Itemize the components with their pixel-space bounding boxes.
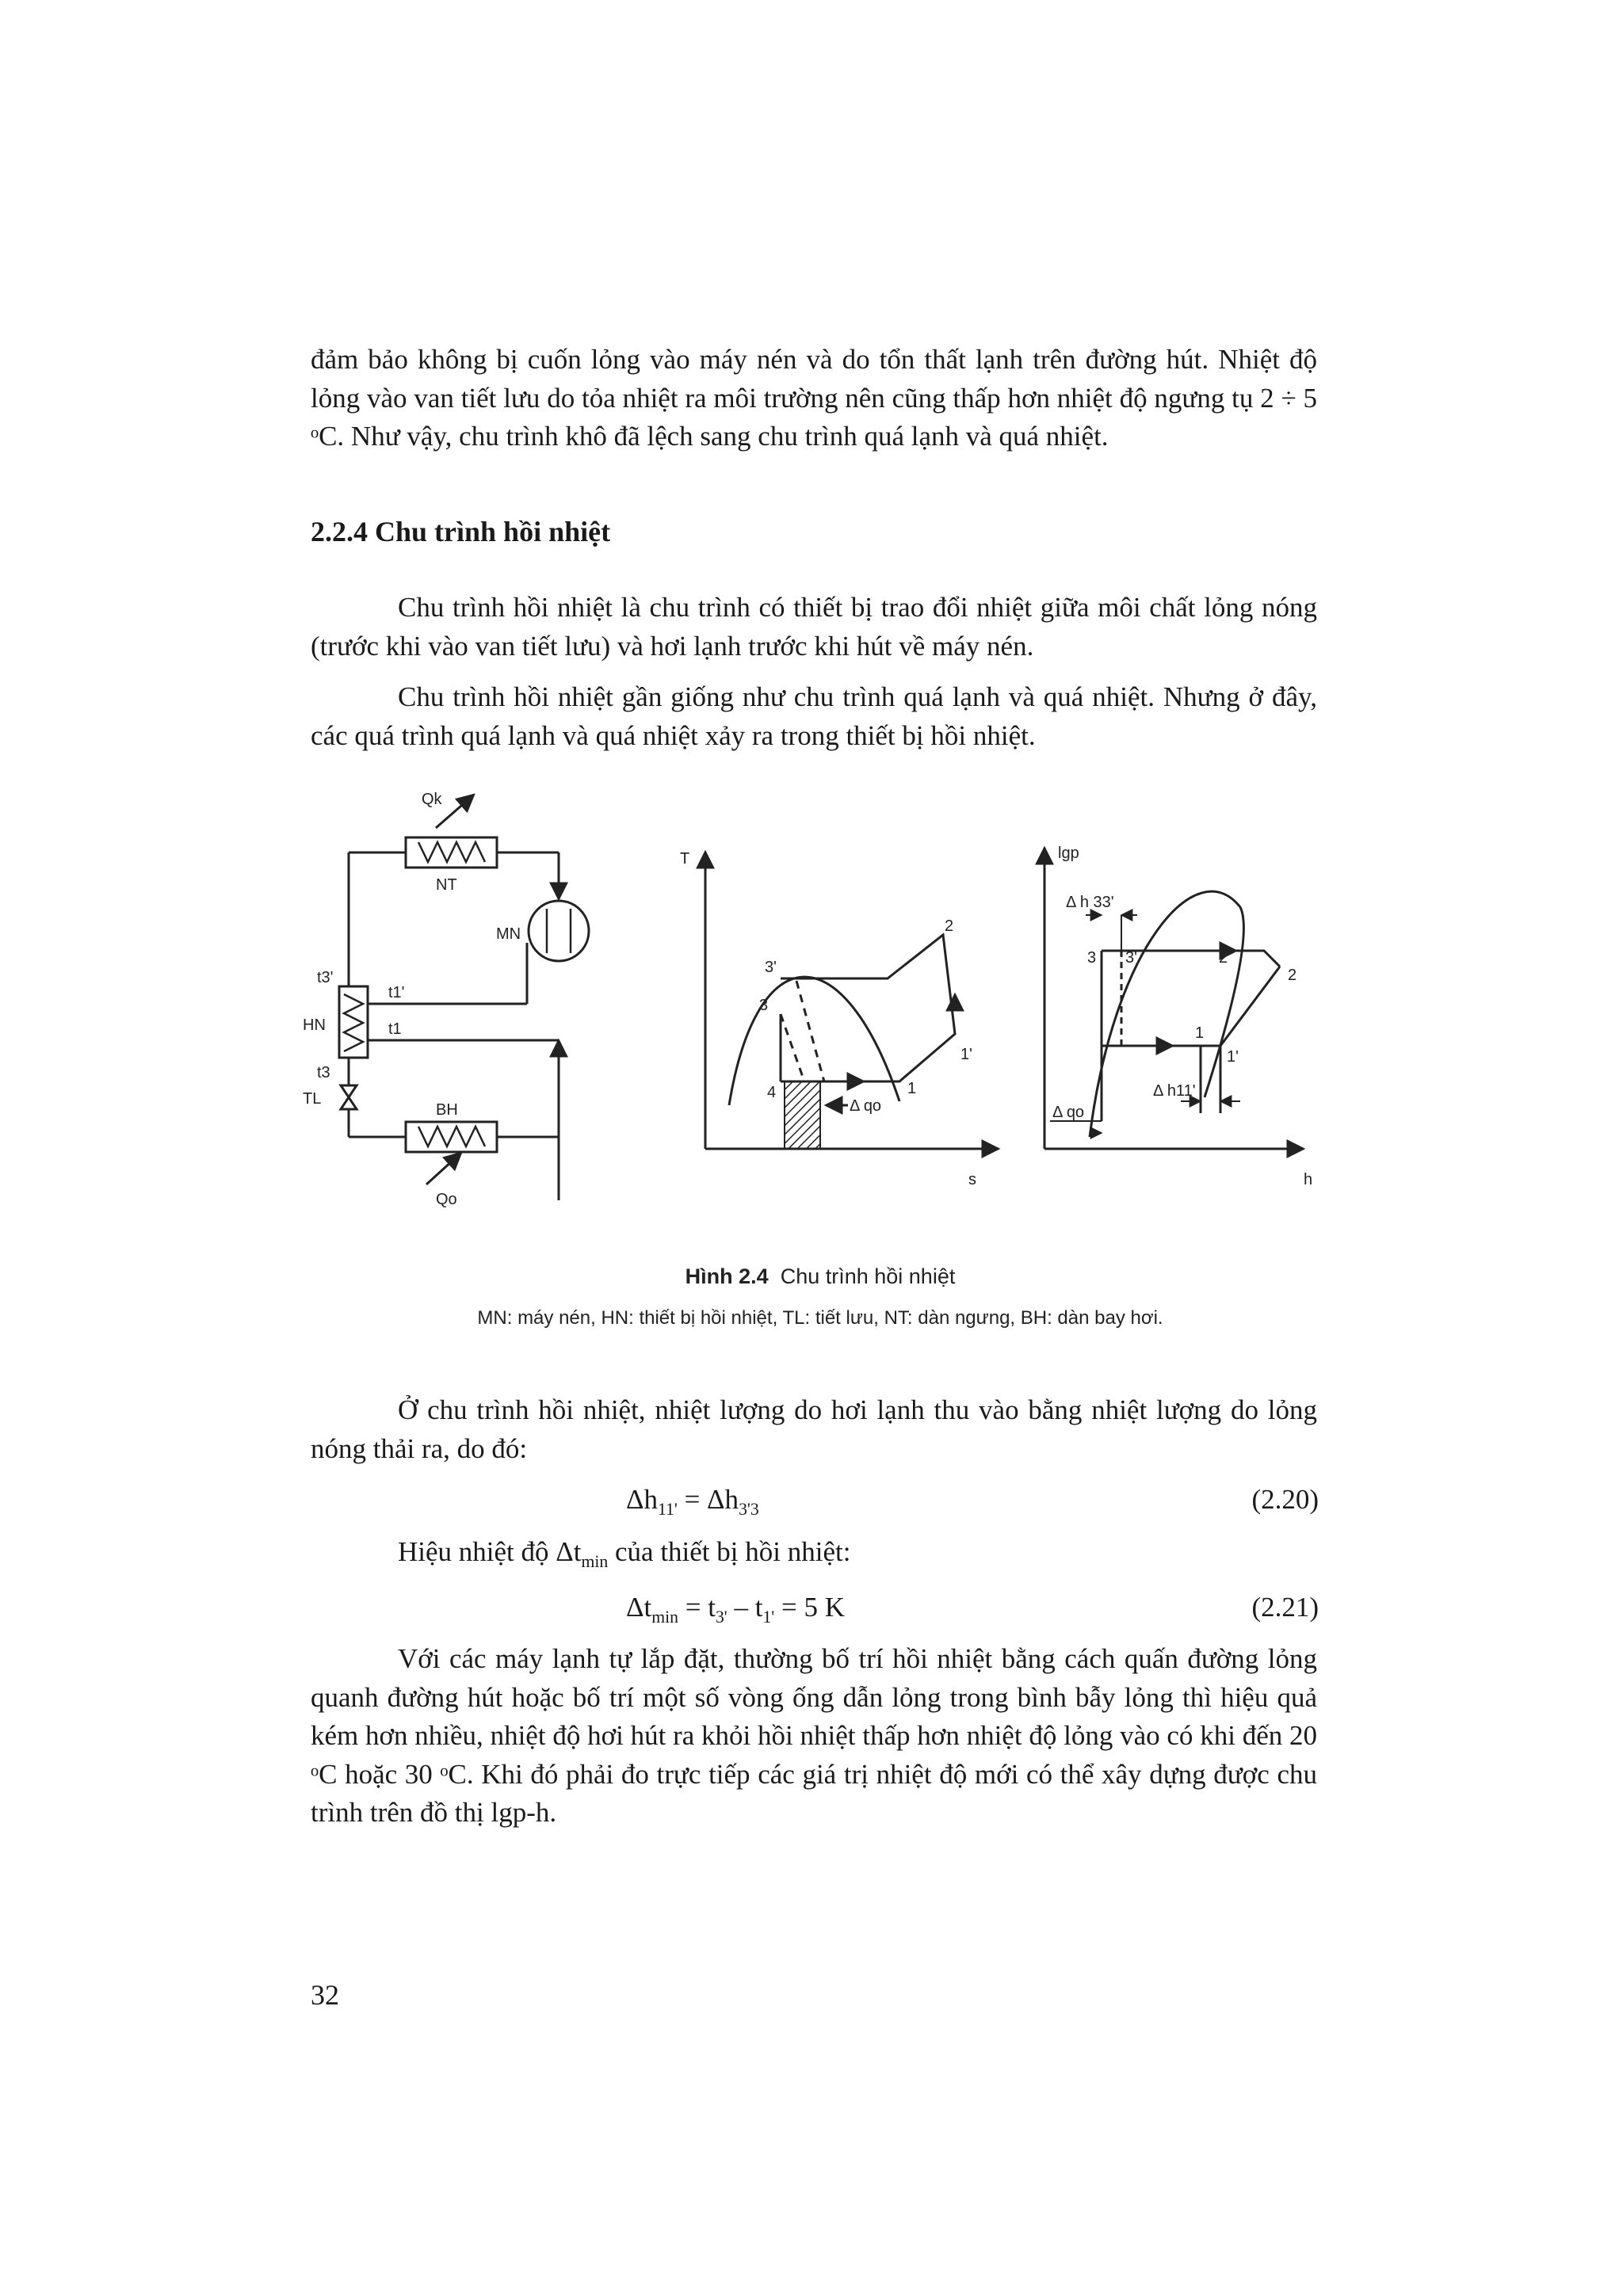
paragraph-4: Ở chu trình hồi nhiệt, nhiệt lượng do hơi lạnh thu vào bằng nhiệt lượng do lỏng nóng thải ra, do đó: <box>311 1394 1317 1464</box>
ph-point-1p: 1' <box>1227 1048 1239 1066</box>
figure-caption-text: Chu trình hồi nhiệt <box>780 1264 956 1288</box>
schematic-diagram <box>339 795 589 1200</box>
equation-2-21: $\Delta t_{min} = t_{3'} - t_{1'} = 5$ K <box>626 1592 845 1627</box>
figure-legend: MN: máy nén, HN: thiết bị hồi nhiệt, TL: tiết lưu, NT: dàn ngưng, BH: dàn bay hơi. <box>477 1307 1163 1329</box>
label-t1: t1 <box>388 1020 402 1038</box>
ph-label-lgp: lgp <box>1058 845 1079 862</box>
ts-label-T: T <box>680 850 690 868</box>
ph-point-2p: 2' <box>1219 949 1231 967</box>
ts-labels <box>680 850 976 1188</box>
label-qk: Qk <box>422 791 442 808</box>
equation-number-2-21: (2.21) <box>1251 1592 1319 1623</box>
figure-2-4 <box>285 772 1355 1287</box>
ph-point-3: 3 <box>1087 949 1097 967</box>
label-hn: HN <box>303 1016 326 1034</box>
condenser-coil-icon <box>418 842 485 862</box>
ts-point-3p: 3' <box>765 959 777 976</box>
ph-point-1: 1 <box>1195 1024 1205 1042</box>
figure-svg <box>285 772 1355 1287</box>
ts-label-s: s <box>968 1171 976 1188</box>
evaporator-coil-icon <box>418 1127 485 1146</box>
ts-dq0-hatched-area <box>785 1081 820 1149</box>
label-mn: MN <box>496 925 521 943</box>
heat-in-arrow-icon <box>426 1153 461 1184</box>
ts-point-1p: 1' <box>960 1046 972 1063</box>
ts-point-4: 4 <box>767 1084 777 1101</box>
ph-label-dh11: Δ h11' <box>1153 1082 1196 1100</box>
label-qo: Qo <box>436 1191 457 1208</box>
expansion-valve-tl-icon <box>341 1085 357 1109</box>
paragraph-3: Chu trình hồi nhiệt gần giống như chu trình quá lạnh và quá nhiệt. Nhưng ở đây, các quá trình quá lạnh và quá nhiệt xảy ra trong thiết bị hồi nhiệt. <box>311 681 1317 751</box>
paragraph-5: Hiệu nhiệt độ $\Delta t_{min}$ của thiết bị hồi nhiệt: <box>398 1536 851 1571</box>
label-t3p: t3' <box>317 969 334 986</box>
figure-caption <box>285 1264 1355 1289</box>
ph-label-h: h <box>1304 1171 1313 1188</box>
ph-label-dq: Δ qo <box>1052 1104 1085 1121</box>
compressor-mn <box>529 901 589 961</box>
ts-cycle-line <box>781 935 955 1081</box>
ts-label-dq: Δ qo <box>850 1097 882 1115</box>
label-nt: NT <box>436 876 457 894</box>
ts-point-2: 2 <box>945 917 954 935</box>
label-t3: t3 <box>317 1064 330 1081</box>
ts-point-1: 1 <box>907 1080 917 1097</box>
heat-exchanger-coil-icon <box>344 994 363 1051</box>
figure-caption-label: Hình 2.4 <box>685 1264 769 1288</box>
equation-number-2-20: (2.20) <box>1251 1484 1319 1515</box>
label-tl: TL <box>303 1090 322 1108</box>
ts-point-3: 3 <box>759 997 769 1014</box>
schematic-labels <box>303 791 521 1208</box>
ph-point-3p: 3' <box>1125 949 1137 967</box>
page-number: 32 <box>311 1979 339 2011</box>
ph-label-dh33: Δ h 33' <box>1066 894 1114 911</box>
section-heading: 2.2.4 Chu trình hồi nhiệt <box>311 516 611 547</box>
equation-2-20: $\Delta h_{11'} = \Delta h_{3'3}$ <box>626 1484 759 1519</box>
label-t1p: t1' <box>388 984 405 1001</box>
ph-point-2: 2 <box>1288 967 1297 984</box>
paragraph-1: đảm bảo không bị cuốn lỏng vào máy nén và do tổn thất lạnh trên đường hút. Nhiệt độ lỏng vào van tiết lưu do tỏa nhiệt ra môi trường nên cũng thấp hơn nhiệt độ ngưng tụ 2 ÷ 5 ᵒC. Như vậy, chu trình khô đã lệch sang chu trình quá lạnh và quá nhiệt. <box>311 344 1317 452</box>
ts-expansion-line <box>781 1014 804 1081</box>
label-bh: BH <box>436 1101 458 1119</box>
paragraph-6: Với các máy lạnh tự lắp đặt, thường bố trí hồi nhiệt bằng cách quấn đường lỏng quanh đường hút hoặc bố trí một số vòng ống dẫn lỏng trong bình bẫy lỏng thì hiệu quả kém hơn nhiều, nhiệt độ hơi hút ra khỏi hồi nhiệt thấp hơn nhiệt độ lỏng vào có khi đến 20 ᵒC hoặc 30 ᵒC. Khi đó phải đo trực tiếp các giá trị nhiệt độ mới có thể xây dựng được chu trình trên đồ thị lgp-h. <box>311 1643 1317 1828</box>
ph-labels <box>1052 845 1312 1188</box>
paragraph-2: Chu trình hồi nhiệt là chu trình có thiết bị trao đổi nhiệt giữa môi chất lỏng nóng (trước khi vào van tiết lưu) và hơi lạnh trước khi hút về máy nén. <box>311 592 1317 662</box>
